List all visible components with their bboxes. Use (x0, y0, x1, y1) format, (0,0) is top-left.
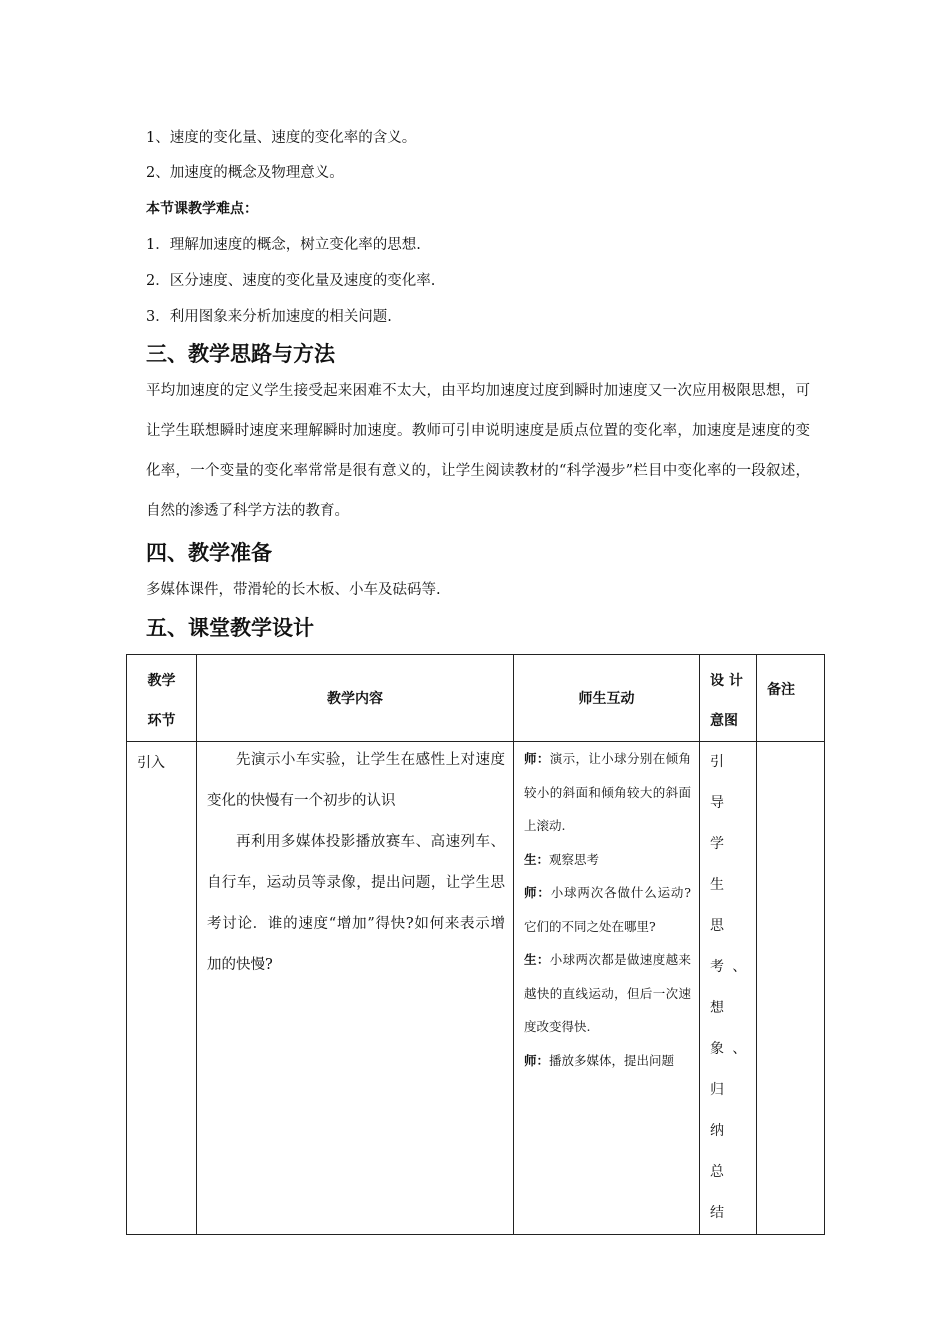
interaction-role-4: 生： (524, 952, 550, 967)
header-stage (127, 655, 197, 742)
row-notes (757, 742, 825, 1235)
row-content (197, 742, 514, 1235)
header-intent-line2: 意图 (710, 713, 738, 729)
key-point-1: 1、速度的变化量、速度的变化率的含义。 (146, 130, 417, 146)
interaction-role-3: 师： (524, 885, 551, 900)
section-3-heading: 三、教学思路与方法 (146, 342, 335, 366)
table-header-row (127, 655, 825, 742)
key-point-2: 2、加速度的概念及物理意义。 (146, 165, 344, 181)
header-intent-line1: 设 计 (710, 673, 743, 689)
interaction-role-2: 生： (524, 851, 550, 867)
header-stage-line2: 环节 (147, 713, 176, 729)
interaction-line-2 (524, 843, 691, 877)
section-4-text: 多媒体课件，带滑轮的长木板、小车及砝码等. (146, 582, 441, 598)
interaction-role-1: 师： (524, 751, 550, 766)
header-interaction: 师生互动 (514, 655, 700, 742)
difficulty-3: 3．利用图象来分析加速度的相关问题. (146, 309, 392, 325)
interaction-text-2: 观察思考 (549, 851, 600, 867)
section-5-heading: 五、课堂教学设计 (146, 616, 314, 640)
row-intent: 引导学生思考、想象、归纳总结 (700, 742, 757, 1235)
interaction-text-3: 小球两次各做什么运动?它们的不同之处在哪里? (524, 885, 691, 934)
content-paragraph-2: 再利用多媒体投影播放赛车、高速列车、自行车，运动员等录像，提出问题，让学生思考讨论．谁的速度“增加”得快?如何来表示增加的快慢? (207, 834, 505, 973)
row-stage: 引入 (127, 742, 197, 1235)
interaction-line-5 (524, 1044, 691, 1078)
header-notes: 备注 (757, 655, 825, 742)
header-intent (700, 655, 757, 742)
interaction-line-4 (524, 943, 691, 1044)
interaction-text-5: 播放多媒体，提出问题 (549, 1052, 675, 1068)
difficulty-2: 2．区分速度、速度的变化量及速度的变化率. (146, 273, 436, 289)
difficulty-1: 1．理解加速度的概念，树立变化率的思想. (146, 237, 421, 253)
interaction-role-5: 师： (524, 1052, 550, 1068)
interaction-text-4: 小球两次都是做速度越来越快的直线运动，但后一次速度改变得快. (524, 952, 691, 1034)
header-content: 教学内容 (197, 655, 514, 742)
interaction-line-3 (524, 876, 691, 943)
interaction-text-1: 演示，让小球分别在倾角较小的斜面和倾角较大的斜面上滚动. (524, 751, 691, 833)
row-interaction (514, 742, 700, 1235)
difficulty-heading: 本节课教学难点： (146, 201, 258, 217)
section-3-text: 平均加速度的定义学生接受起来困难不太大，由平均加速度过度到瞬时加速度又一次应用极限思想，可让学生联想瞬时速度来理解瞬时加速度。教师可引申说明速度是质点位置的变化率，加速度是速度的变化率，一个变量的变化率常常是很有意义的，让学生阅读教材的“科学漫步”栏目中变化率的一段叙述，自然的渗透了科学方法的教育。 (146, 383, 810, 519)
table-row (127, 742, 825, 1235)
header-stage-line1: 教学 (147, 673, 176, 689)
interaction-line-1 (524, 742, 691, 843)
content-paragraph-1: 先演示小车实验，让学生在感性上对速度变化的快慢有一个初步的认识 (207, 752, 505, 809)
lesson-design-table (126, 654, 825, 1235)
section-4-heading: 四、教学准备 (146, 541, 272, 565)
